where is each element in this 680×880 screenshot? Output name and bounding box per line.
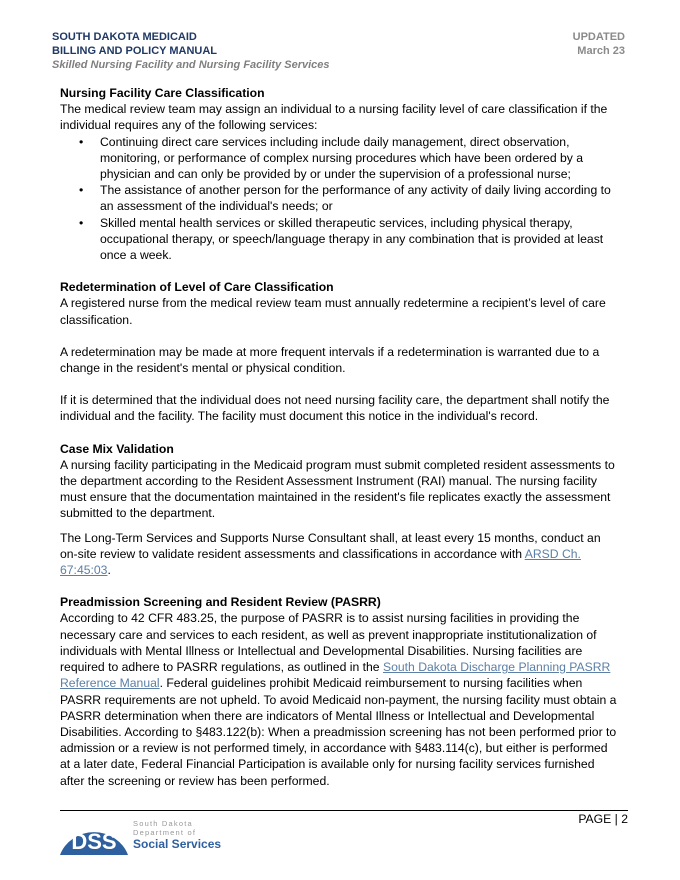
dss-logo: [58, 815, 228, 855]
list-item: • Skilled mental health services or skilled therapeutic services, including physical therapy, occupational therapy, or speech/language therapy in any combination that is provided at least once a week.: [100, 215, 620, 264]
updated-label: UPDATED: [572, 31, 625, 43]
section-heading-casemix: Case Mix Validation: [60, 441, 174, 456]
redetermination-paragraph-2: A redetermination may be made at more frequent intervals if a redetermination is warranted due to a change in the resident's mental or physical condition.: [60, 344, 600, 376]
logo-line-3: Social Services: [133, 837, 222, 851]
updated-date: March 23: [577, 45, 625, 57]
redetermination-paragraph-1: A registered nurse from the medical review team must annually redetermine a recipient’s level of care classification.: [60, 296, 606, 327]
footer-divider: [60, 810, 628, 811]
logo-wordmark: [133, 819, 221, 851]
nfcc-bullet-list: [60, 134, 620, 264]
document-body: [60, 85, 620, 789]
section-heading-redetermination: Redetermination of Level of Care Classification: [60, 280, 334, 295]
header-manual-title: BILLING AND POLICY MANUAL: [52, 45, 217, 57]
casemix-p2-text: The Long-Term Services and Supports Nurse Consultant shall, at least every 15 months, conduct an on-site review to validate resident assessments and classifications in accordance with: [60, 530, 601, 561]
casemix-paragraph-1: A nursing facility participating in the Medicaid program must submit completed resident assessments to the department according to the Resident Assessment Instrument (RAI) manual. The nursing facility must ensure that the documentation maintained in the resident's file replicates exactly the assessment submitted to the department.: [60, 457, 615, 521]
arsd-link[interactable]: ARSD Ch. 67:45:03: [60, 546, 581, 578]
pasrr-text-start: According to 42 CFR 483.25, the purpose of PASRR is to assist nursing facilities in providing the necessary care and services to each resident, as well as prevent inappropriate institutionalization of individuals with Mental Illness or Intellectual and Developmental Disabilities. Nursing facilities are required to adhere to PASRR regulations, as outlined in the: [60, 611, 597, 675]
dss-logo-icon: [58, 815, 130, 855]
redetermination-paragraph-3: If it is determined that the individual does not need nursing facility care, the department shall notify the individual and the facility. The facility must document this notice in the individual's record.: [60, 393, 610, 424]
pasrr-manual-link[interactable]: South Dakota Discharge Planning PASRR Reference Manual: [60, 660, 611, 691]
section-heading-pasrr: Preadmission Screening and Resident Review (PASRR): [60, 595, 381, 610]
casemix-paragraph-2: [60, 530, 620, 579]
section-heading-nfcc: Nursing Facility Care Classification: [60, 86, 265, 100]
page-number: PAGE | 2: [578, 812, 628, 826]
pasrr-text-end: . Federal guidelines prohibit Medicaid reimbursement to nursing facilities when PASRR requirements are not upheld. To avoid Medicaid non-payment, the nursing facility must obtain a PASRR determination when there are indicators of Mental Illness or Intellectual and Developmental Disabilities. According to §483.122(b): When a preadmission screening has not been performed prior to admission or a review is not performed timely, in accordance with §483.114(c), but either is performed at a later date, Federal Financial Participation is available only for nursing facility services furnished after the screening or review has been performed.: [60, 676, 617, 788]
casemix-p2-end: .: [107, 563, 111, 578]
list-item: • Continuing direct care services including include daily management, direct observation, monitoring, or performance of complex nursing procedures which have been ordered by a physician and can only be provided by or under the supervision of a professional nurse;: [100, 134, 620, 183]
pasrr-paragraph: [60, 610, 620, 788]
logo-line-2: Department of: [133, 828, 197, 837]
nfcc-intro: The medical review team may assign an individual to a nursing facility level of care classification if the individual requires any of the following services:: [60, 102, 608, 133]
header-agency: SOUTH DAKOTA MEDICAID: [52, 31, 197, 43]
header-title-block: [52, 30, 330, 73]
logo-line-1: South Dakota: [133, 819, 193, 828]
header-updated-block: [573, 30, 625, 58]
list-item: • The assistance of another person for the performance of any activity of daily living according to an assessment of the individual's needs; or: [100, 182, 620, 214]
header-subtitle: Skilled Nursing Facility and Nursing Facility Services: [52, 59, 330, 71]
logo-letters: DSS: [71, 829, 117, 854]
